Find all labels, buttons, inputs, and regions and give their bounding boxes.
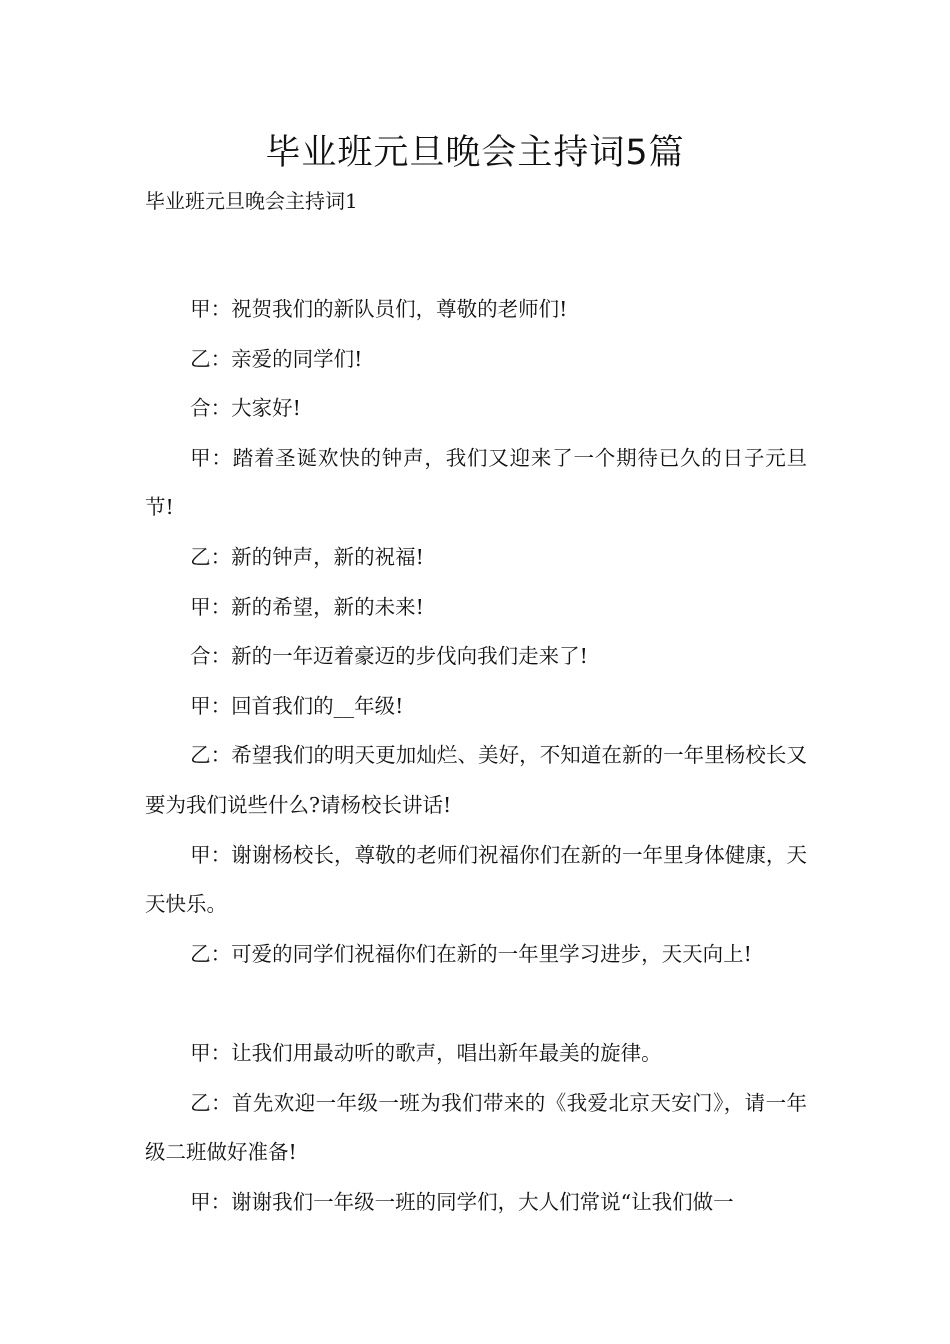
blank-line: [145, 979, 807, 1029]
paragraph: 甲：踏着圣诞欢快的钟声，我们又迎来了一个期待已久的日子元旦节!: [145, 445, 807, 520]
paragraph: 乙：可爱的同学们祝福你们在新的一年里学习进步，天天向上!: [190, 941, 752, 966]
paragraph: 甲：回首我们的__年级!: [190, 693, 404, 718]
paragraph: 甲：谢谢我们一年级一班的同学们，大人们常说“让我们做一: [190, 1189, 734, 1214]
paragraph: 合：新的一年迈着豪迈的步伐向我们走来了!: [190, 644, 588, 669]
paragraph: 甲：祝贺我们的新队员们，尊敬的老师们!: [190, 297, 568, 321]
paragraph: 乙：首先欢迎一年级一班为我们带来的《我爱北京天安门》，请一年级二班做好准备!: [145, 1090, 807, 1165]
paragraph: 甲：新的希望，新的未来!: [190, 594, 424, 619]
paragraph: 乙：亲爱的同学们!: [190, 346, 363, 371]
document-body: [145, 285, 807, 1227]
document-subtitle: 毕业班元旦晚会主持词1: [145, 189, 358, 213]
paragraph: 乙：新的钟声，新的祝福!: [190, 544, 424, 569]
paragraph: 合：大家好!: [190, 396, 301, 421]
paragraph: 甲：谢谢杨校长，尊敬的老师们祝福你们在新的一年里身体健康，天天快乐。: [145, 842, 807, 917]
paragraph: 乙：希望我们的明天更加灿烂、美好，不知道在新的一年里杨校长又要为我们说些什么?请杨校长讲话!: [145, 743, 807, 817]
document-title: 毕业班元旦晚会主持词5篇: [265, 133, 685, 173]
paragraph: 甲：让我们用最动听的歌声，唱出新年最美的旋律。: [190, 1040, 662, 1065]
